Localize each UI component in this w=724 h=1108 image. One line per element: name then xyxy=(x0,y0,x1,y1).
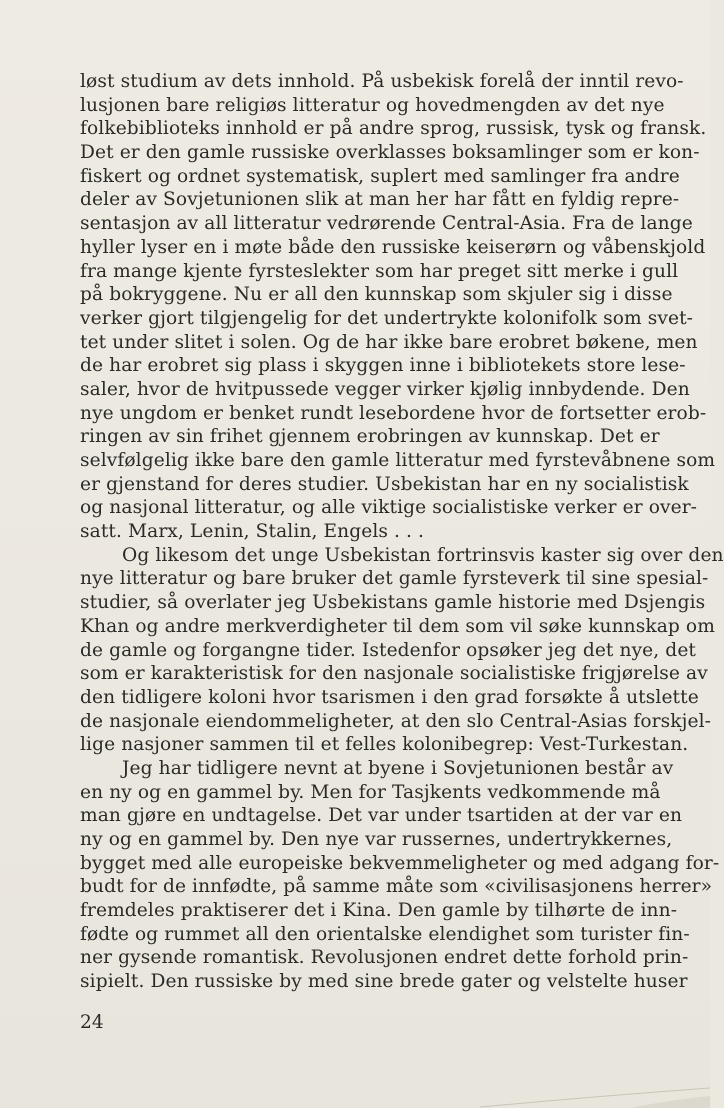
text-line: løst studium av dets innhold. På usbekisk forelå der inntil revo- xyxy=(80,71,684,92)
text-line: fiskert og ordnet systematisk, suplert med samlinger fra andre xyxy=(80,165,680,187)
text-line: Det er den gamle russiske overklasses boksamlinger som er kon- xyxy=(80,142,700,164)
text-line: Og likesom det unge Usbekistan fortrinsvis kaster sig over den xyxy=(122,544,724,566)
body-text xyxy=(80,70,724,994)
page-edge-shadow xyxy=(480,1078,710,1108)
text-line: de gamle og forgangne tider. Istedenfor opsøker jeg det nye, det xyxy=(80,639,696,661)
text-line: som er karakteristisk for den nasjonale socialistiske frigjørelse av xyxy=(80,663,708,685)
text-line: lige nasjoner sammen til et felles kolonibegrep: Vest-Turkestan. xyxy=(80,734,689,756)
text-line: saler, hvor de hvitpussede vegger virker kjølig innbydende. Den xyxy=(80,378,690,400)
text-line: selvfølgelig ikke bare den gamle litteratur med fyrstevåbnene som xyxy=(80,450,716,471)
page-number: 24 xyxy=(80,1012,104,1033)
text-line: bygget med alle europeiske bekvemmeligheter og med adgang for- xyxy=(80,852,720,874)
text-line: en ny og en gammel by. Men for Tasjkents vedkommende må xyxy=(80,781,661,803)
text-line: ner gysende romantisk. Revolusjonen endret dette forhold prin- xyxy=(80,947,689,969)
text-line: er gjenstand for deres studier. Usbekistan har en ny socialistisk xyxy=(80,473,689,495)
text-line: budt for de innfødte, på samme måte som «civilisasjonens herrer» xyxy=(80,876,713,898)
text-line: Khan og andre merkverdigheter til dem som vil søke kunnskap om xyxy=(80,615,715,637)
text-line: sipielt. Den russiske by med sine brede gater og velstelte huser xyxy=(80,971,688,993)
text-line: sentasjon av all litteratur vedrørende Central-Asia. Fra de lange xyxy=(80,213,693,235)
text-line: tet under slitet i solen. Og de har ikke bare erobret bøkene, men xyxy=(80,331,698,353)
text-line: den tidligere koloni hvor tsarismen i den grad forsøkte å utslette xyxy=(80,686,699,708)
text-line: lusjonen bare religiøs litteratur og hovedmengden av det nye xyxy=(80,94,665,116)
text-line: nye litteratur og bare bruker det gamle fyrsteverk til sine spesial- xyxy=(80,568,709,590)
text-line: på bokryggene. Nu er all den kunnskap som skjuler sig i disse xyxy=(80,284,673,306)
text-line: Jeg har tidligere nevnt at byene i Sovjetunionen består av xyxy=(122,757,674,779)
text-line: deler av Sovjetunionen slik at man her har fått en fyldig repre- xyxy=(80,189,680,211)
text-line: studier, så overlater jeg Usbekistans gamle historie med Dsjengis xyxy=(80,592,706,614)
text-line: folkebiblioteks innhold er på andre sprog, russisk, tysk og fransk. xyxy=(80,118,707,140)
text-line: fra mange kjente fyrsteslekter som har preget sitt merke i gull xyxy=(80,260,679,282)
text-line: verker gjort tilgjengelig for det undertrykte kolonifolk som svet- xyxy=(80,307,694,329)
text-line: ringen av sin frihet gjennem erobringen av kunnskap. Det er xyxy=(80,426,660,448)
text-line: satt. Marx, Lenin, Stalin, Engels . . . xyxy=(80,521,425,543)
text-line: de har erobret sig plass i skyggen inne i bibliotekets store lese- xyxy=(80,355,686,377)
text-line: hyller lyser en i møte både den russiske keiserørn og våbenskjold xyxy=(80,236,706,258)
text-line: ny og en gammel by. Den nye var russernes, undertrykkernes, xyxy=(80,829,673,850)
text-line: man gjøre en undtagelse. Det var under tsartiden at der var en xyxy=(80,805,683,827)
text-line: nye ungdom er benket rundt lesebordene hvor de fortsetter erob- xyxy=(80,402,707,424)
text-line: fremdeles praktiserer det i Kina. Den gamle by tilhørte de inn- xyxy=(80,900,678,922)
text-line: de nasjonale eiendommeligheter, at den slo Central-Asias forskjel- xyxy=(80,710,712,732)
text-line: fødte og rummet all den orientalske elendighet som turister fin- xyxy=(80,923,690,945)
text-line: og nasjonal litteratur, og alle viktige socialistiske verker er over- xyxy=(80,497,698,519)
